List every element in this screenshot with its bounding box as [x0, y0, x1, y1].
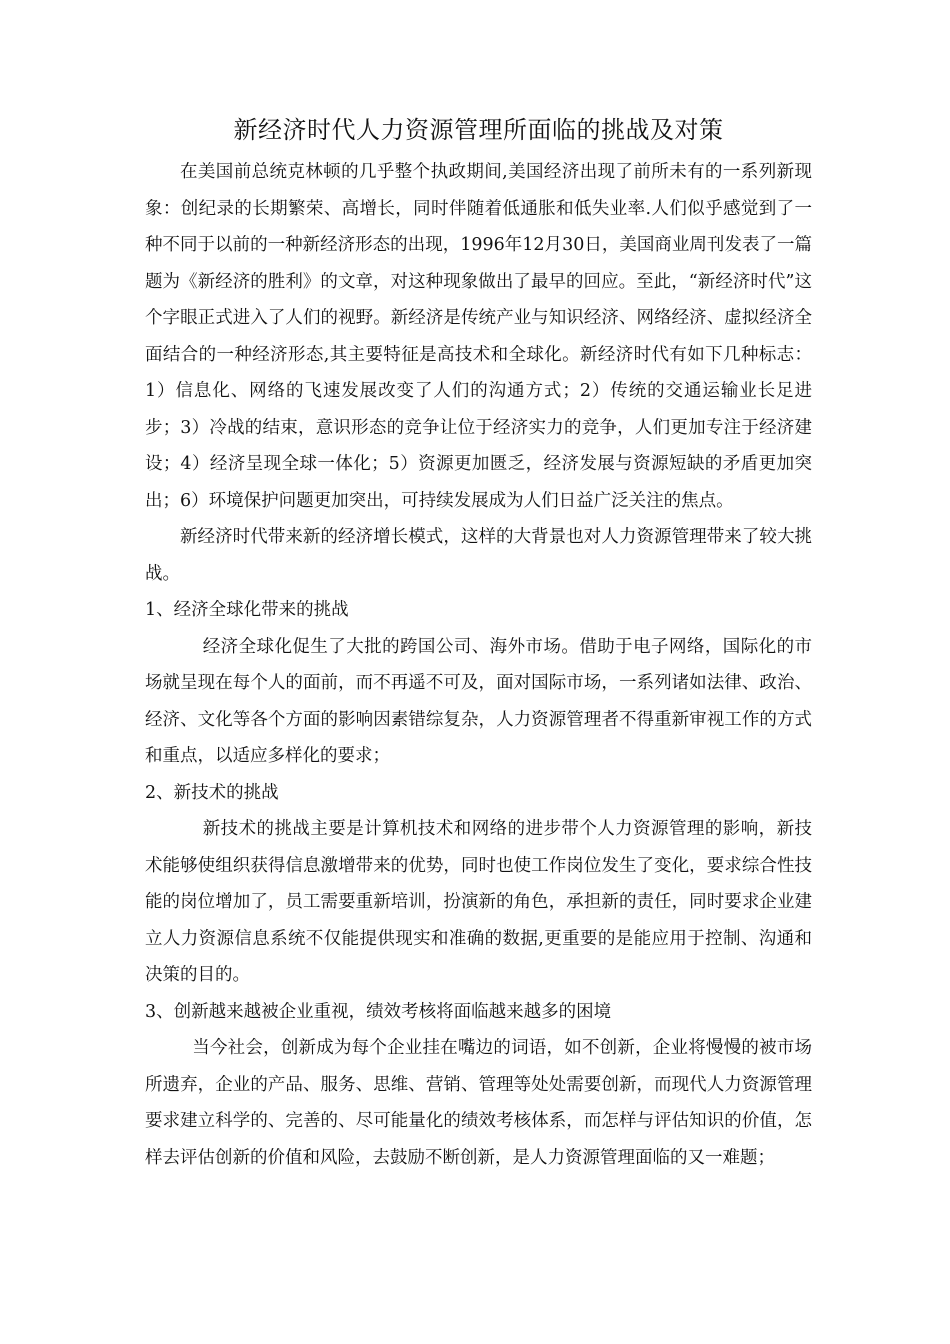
intro-paragraph-1: 在美国前总统克林顿的几乎整个执政期间,美国经济出现了前所未有的一系列新现象：创纪录的长期繁荣、高增长，同时伴随着低通胀和低失业率.人们似乎感觉到了一种不同于以前的一种新经济形态的出现，1996年12月30日，美国商业周刊发表了一篇题为《新经济的胜利》的文章，对这种现象做出了最早的回应。至此，“新经济时代”这个字眼正式进入了人们的视野。新经济是传统产业与知识经济、网络经济、虚拟经济全面结合的一种经济形态,其主要特征是高技术和全球化。新经济时代有如下几种标志：1）信息化、网络的飞速发展改变了人们的沟通方式；2）传统的交通运输业长足进步；3）冷战的结束，意识形态的竞争让位于经济实力的竞争，人们更加专注于经济建设；4）经济呈现全球一体化；5）资源更加匮乏，经济发展与资源短缺的矛盾更加突出；6）环境保护问题更加突出，可持续发展成为人们日益广泛关注的焦点。 [145, 162, 812, 511]
section-heading-2: 2、新技术的挑战 [145, 782, 279, 803]
section-body-3: 当今社会，创新成为每个企业挂在嘴边的词语，如不创新，企业将慢慢的被市场所遗弃，企业的产品、服务、思维、营销、管理等处处需要创新，而现代人力资源管理要求建立科学的、完善的、尽可能量化的绩效考核体系，而怎样与评估知识的价值，怎样去评估创新的价值和风险，去鼓励不断创新，是人力资源管理面临的又一难题； [145, 1038, 812, 1168]
section-heading-1: 1、经济全球化带来的挑战 [145, 600, 349, 620]
intro-paragraph-2: 新经济时代带来新的经济增长模式，这样的大背景也对人力资源管理带来了较大挑战。 [145, 527, 812, 584]
document-title: 新经济时代人力资源管理所面临的挑战及对策 [233, 116, 724, 144]
section-heading-3: 3、创新越来越被企业重视，绩效考核将面临越来越多的困境 [145, 1001, 612, 1022]
section-body-1: 经济全球化促生了大批的跨国公司、海外市场。借助于电子网络，国际化的市场就呈现在每个人的面前，而不再遥不可及，面对国际市场，一系列诸如法律、政治、经济、文化等各个方面的影响因素错综复杂，人力资源管理者不得重新审视工作的方式和重点，以适应多样化的要求； [145, 636, 812, 766]
section-body-2: 新技术的挑战主要是计算机技术和网络的进步带个人力资源管理的影响，新技术能够使组织获得信息激增带来的优势，同时也使工作岗位发生了变化，要求综合性技能的岗位增加了，员工需要重新培训，扮演新的角色，承担新的责任，同时要求企业建立人力资源信息系统不仅能提供现实和准确的数据,更重要的是能应用于控制、沟通和决策的目的。 [145, 819, 812, 985]
